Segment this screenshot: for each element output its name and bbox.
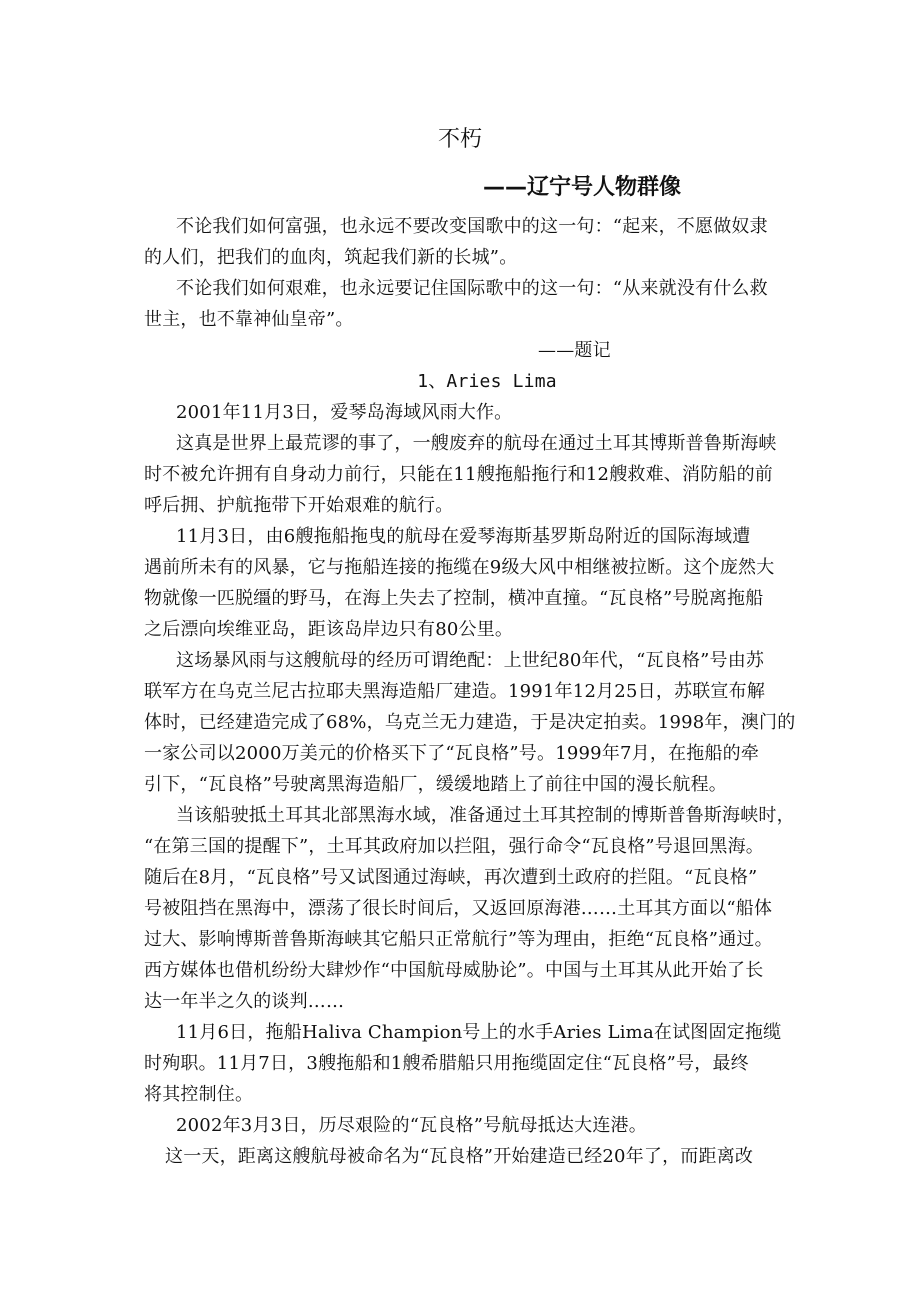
paragraph-line: 2001年11月3日，爱琴岛海域风雨大作。 [176, 402, 513, 423]
paragraph-line: 时殉职。11月7日，3艘拖船和1艘希腊船只用拖缆固定住“瓦良格”号，最终 [144, 1053, 749, 1074]
epigraph-label: ——题记 [538, 340, 611, 361]
document-subtitle: ——辽宁号人物群像 [483, 175, 682, 200]
paragraph-line: 将其控制住。 [144, 1084, 254, 1105]
paragraph-line: 11月3日，由6艘拖船拖曳的航母在爱琴海斯基罗斯岛附近的国际海域遭 [176, 526, 751, 547]
paragraph-line: 引下，“瓦良格”号驶离黑海造船厂，缓缓地踏上了前往中国的漫长航程。 [144, 774, 728, 795]
paragraph-line: 一家公司以2000万美元的价格买下了“瓦良格”号。1999年7月，在拖船的牵 [144, 743, 760, 764]
paragraph-line: 这一天，距离这艘航母被命名为“瓦良格”开始建造已经20年了，而距离改 [165, 1146, 754, 1167]
epigraph-line: 不论我们如何艰难，也永远要记住国际歌中的这一句：“从来就没有什么救 [176, 278, 768, 299]
paragraph-line: 呼后拥、护航拖带下开始艰难的航行。 [144, 495, 454, 516]
paragraph-line: 这真是世界上最荒谬的事了，一艘废弃的航母在通过土耳其博斯普鲁斯海峡 [176, 433, 777, 454]
paragraph-line: 遇前所未有的风暴，它与拖船连接的拖缆在9级大风中相继被拉断。这个庞然大 [144, 557, 775, 578]
paragraph-line: 随后在8月，“瓦良格”号又试图通过海峡，再次遭到土政府的拦阻。“瓦良格” [144, 867, 758, 888]
epigraph-line: 世主，也不靠神仙皇帝”。 [144, 309, 354, 330]
epigraph-line: 的人们，把我们的血肉，筑起我们新的长城”。 [144, 247, 518, 268]
paragraph-line: 体时，已经建造完成了68%，乌克兰无力建造，于是决定拍卖。1998年，澳门的 [144, 712, 796, 733]
section-heading: 1、Aries Lima [417, 371, 557, 392]
paragraph-line: 2002年3月3日，历尽艰险的“瓦良格”号航母抵达大连港。 [176, 1115, 647, 1136]
paragraph-line: 联军方在乌克兰尼古拉耶夫黑海造船厂建造。1991年12月25日，苏联宣布解 [144, 681, 766, 702]
paragraph-line: 时不被允许拥有自身动力前行，只能在11艘拖船拖行和12艘救难、消防船的前 [144, 464, 774, 485]
paragraph-line: 之后漂向埃维亚岛，距该岛岸边只有80公里。 [144, 619, 514, 640]
paragraph-line: 西方媒体也借机纷纷大肆炒作“中国航母威胁论”。中国与土耳其从此开始了长 [144, 960, 764, 981]
paragraph-line: 过大、影响博斯普鲁斯海峡其它船只正常航行”等为理由，拒绝“瓦良格”通过。 [144, 929, 773, 950]
paragraph-line: 11月6日，拖船Haliva Champion号上的水手Aries Lima在试图固定拖缆 [176, 1022, 782, 1043]
paragraph-line: 当该船驶抵土耳其北部黑海水域，准备通过土耳其控制的博斯普鲁斯海峡时， [176, 805, 795, 826]
epigraph-line: 不论我们如何富强，也永远不要改变国歌中的这一句：“起来，不愿做奴隶 [176, 216, 768, 237]
document-title: 不朽 [437, 127, 482, 152]
document-body [144, 211, 794, 1172]
paragraph-line: “在第三国的提醒下”，土耳其政府加以拦阻，强行命令“瓦良格”号退回黑海。 [144, 836, 765, 857]
paragraph-line: 这场暴风雨与这艘航母的经历可谓绝配：上世纪80年代，“瓦良格”号由苏 [176, 650, 765, 671]
paragraph-line: 达一年半之久的谈判…… [144, 991, 345, 1012]
paragraph-line: 物就像一匹脱缰的野马，在海上失去了控制，横冲直撞。“瓦良格”号脱离拖船 [144, 588, 764, 609]
paragraph-line: 号被阻挡在黑海中，漂荡了很长时间后，又返回原海港……土耳其方面以“船体 [144, 898, 773, 919]
